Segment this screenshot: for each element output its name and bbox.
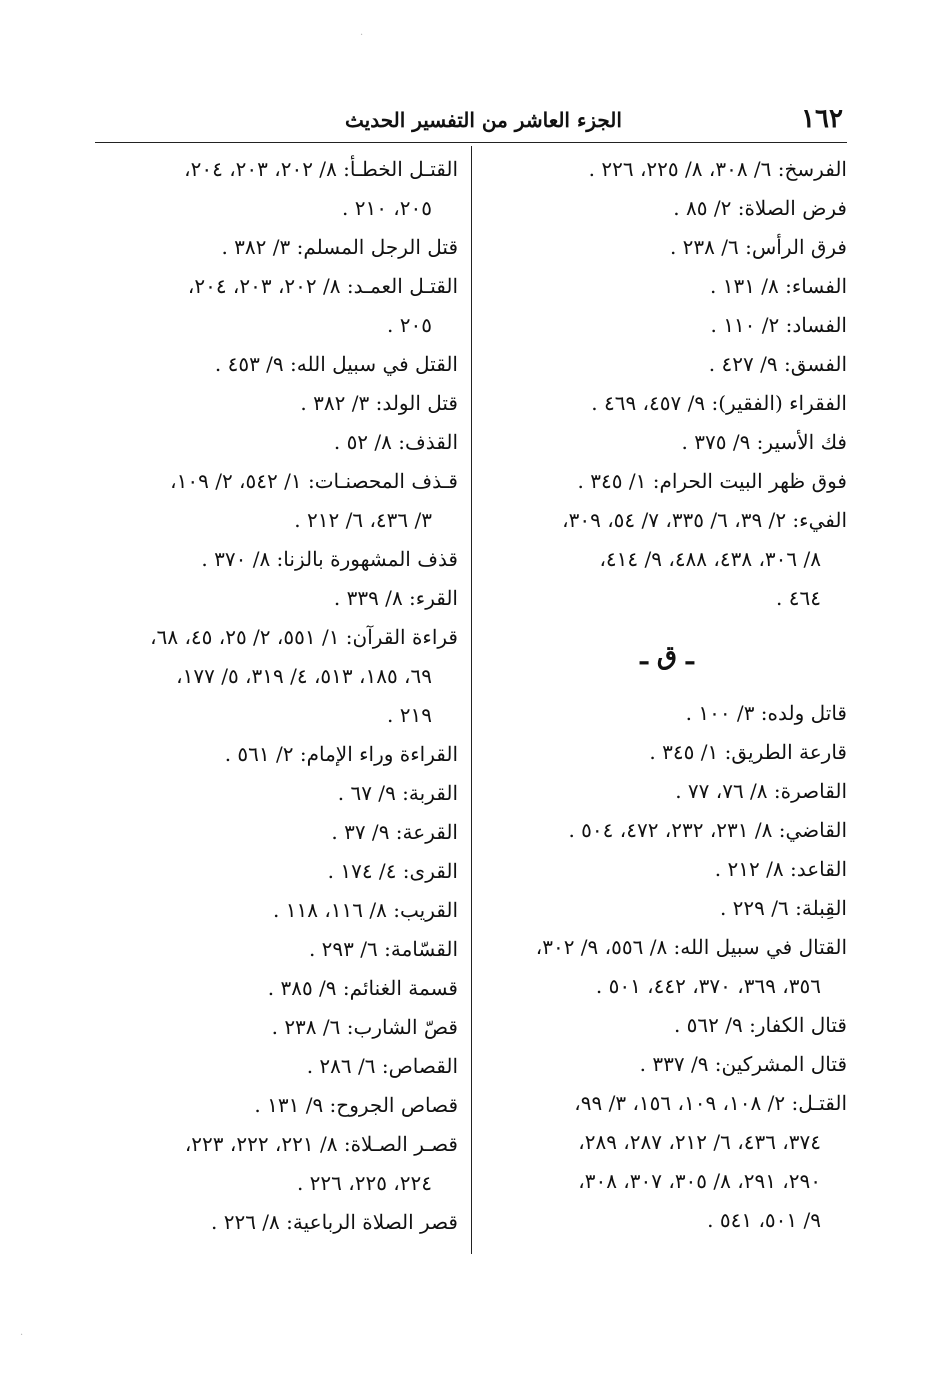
section-heading-qaf: ـ ق ـ [640, 641, 694, 671]
index-entry: الفقراء (الفقير): ٩/ ٤٥٧، ٤٦٩ . [591, 391, 847, 415]
index-entry-continuation: ٢١٩ . [387, 703, 432, 727]
index-entry: قتال الكفار: ٩/ ٥٦٢ . [673, 1013, 847, 1037]
index-entry: قراءة القرآن: ١/ ٥٥١، ٢/ ٢٥، ٤٥، ٦٨، [150, 625, 458, 649]
index-entry: قصـر الصـلاة: ٨/ ٢٢١، ٢٢٢، ٢٢٣، [184, 1132, 458, 1156]
right-entries-before [487, 150, 847, 618]
page-header [95, 104, 847, 138]
right-entries-after [487, 694, 847, 1240]
index-entry: القرى: ٤/ ١٧٤ . [327, 859, 458, 883]
index-entry: الفيء: ٢/ ٣٩، ٦/ ٣٣٥، ٧/ ٥٤، ٣٠٩، [562, 508, 847, 532]
index-entry: قتل الرجل المسلم: ٣/ ٣٨٢ . [221, 235, 458, 259]
index-entry: القتـل: ٢/ ١٠٨، ١٠٩، ١٥٦، ٣/ ٩٩، [574, 1091, 847, 1115]
index-entry: القاضي: ٨/ ٢٣١، ٢٣٢، ٤٧٢، ٥٠٤ . [568, 818, 847, 842]
index-entry: القِبلة: ٦/ ٢٢٩ . [719, 896, 847, 920]
index-entry: القرء: ٨/ ٣٣٩ . [333, 586, 458, 610]
scan-speck: · [360, 30, 364, 41]
index-entry: قسمة الغنائم: ٩/ ٣٨٥ . [267, 976, 458, 1000]
index-entry: قتل الولد: ٣/ ٣٨٢ . [300, 391, 458, 415]
index-entry-continuation: ٢٠٥ . [387, 313, 432, 337]
index-entry: القتال في سبيل الله: ٨/ ٥٥٦، ٩/ ٣٠٢، [535, 935, 847, 959]
index-entry: القصاص: ٦/ ٢٨٦ . [306, 1054, 458, 1078]
index-entry: قصاص الجروح: ٩/ ١٣١ . [254, 1093, 458, 1117]
index-entry: قاتل ولده: ٣/ ١٠٠ . [685, 701, 847, 725]
index-entry-continuation: ٢٩٠، ٢٩١، ٨/ ٣٠٥، ٣٠٧، ٣٠٨، [578, 1169, 821, 1193]
index-entry-continuation: ٣/ ٤٣٦، ٦/ ٢١٢ . [294, 508, 432, 532]
index-entry-continuation: ٣٥٦، ٣٦٩، ٣٧٠، ٤٤٢، ٥٠١ . [595, 974, 821, 998]
index-entry: فوق ظهر البيت الحرام: ١/ ٣٤٥ . [577, 469, 847, 493]
index-entry: القتـل العمـد: ٨/ ٢٠٢، ٢٠٣، ٢٠٤، [187, 274, 458, 298]
index-entry: القتل في سبيل الله: ٩/ ٤٥٣ . [214, 352, 458, 376]
index-entry: القربة: ٩/ ٦٧ . [337, 781, 458, 805]
page-number: ١٦٢ [801, 104, 843, 134]
index-entry: قتال المشركين: ٩/ ٣٣٧ . [639, 1052, 847, 1076]
index-entry: قصر الصلاة الرباعية: ٨/ ٢٢٦ . [210, 1210, 458, 1234]
index-entry: القاصرة: ٨/ ٧٦، ٧٧ . [675, 779, 847, 803]
index-entry-continuation: ٣٧٤، ٤٣٦، ٦/ ٢١٢، ٢٨٧، ٢٨٩، [578, 1130, 821, 1154]
running-title: الجزء العاشر من التفسير الحديث [345, 108, 622, 132]
index-entry: الفساد: ٢/ ١١٠ . [710, 313, 847, 337]
index-entry: قارعة الطريق: ١/ ٣٤٥ . [649, 740, 847, 764]
index-entry: فرض الصلاة: ٢/ ٨٥ . [673, 196, 847, 220]
index-entry: الفساء: ٨/ ١٣١ . [709, 274, 847, 298]
index-entry-continuation: ٩/ ٥٠١، ٥٤١ . [707, 1208, 821, 1232]
right-column [487, 150, 847, 1240]
index-entry: القرعة: ٩/ ٣٧ . [331, 820, 458, 844]
index-entry-continuation: ٦٩، ١٨٥، ٥١٣، ٤/ ٣١٩، ٥/ ١٧٧، [176, 664, 432, 688]
index-entry: قصّ الشارب: ٦/ ٢٣٨ . [271, 1015, 458, 1039]
index-entry: فرق الرأس: ٦/ ٢٣٨ . [669, 235, 847, 259]
index-entry: الفسق: ٩/ ٤٢٧ . [708, 352, 847, 376]
left-column [100, 150, 458, 1242]
index-entry-continuation: ٤٦٤ . [776, 586, 821, 610]
index-entry: القسّامة: ٦/ ٢٩٣ . [308, 937, 458, 961]
left-entries [100, 150, 458, 1242]
index-entry-continuation: ٨/ ٣٠٦، ٤٣٨، ٤٨٨، ٩/ ٤١٤، [599, 547, 821, 571]
index-entry: قذف المشهورة بالزنا: ٨/ ٣٧٠ . [201, 547, 458, 571]
index-entry: القتـل الخطـأ: ٨/ ٢٠٢، ٢٠٣، ٢٠٤، [184, 157, 458, 181]
index-entry: قـذف المحصنـات: ١/ ٥٤٢، ٢/ ١٠٩، [170, 469, 458, 493]
header-rule [95, 142, 847, 143]
index-entry: القذف: ٨/ ٥٢ . [333, 430, 458, 454]
index-entry-continuation: ٢٠٥، ٢١٠ . [342, 196, 432, 220]
index-entry: القراءة وراء الإمام: ٢/ ٥٦١ . [224, 742, 458, 766]
index-entry-continuation: ٢٢٤، ٢٢٥، ٢٢٦ . [296, 1171, 432, 1195]
index-entry: فك الأسير: ٩/ ٣٧٥ . [681, 430, 847, 454]
column-divider [471, 146, 472, 1254]
index-entry: الفرسخ: ٦/ ٣٠٨، ٨/ ٢٢٥، ٢٢٦ . [588, 157, 847, 181]
index-entry: القريب: ٨/ ١١٦، ١١٨ . [273, 898, 458, 922]
index-entry: القاعد: ٨/ ٢١٢ . [714, 857, 847, 881]
scan-speck: · [20, 1330, 24, 1341]
